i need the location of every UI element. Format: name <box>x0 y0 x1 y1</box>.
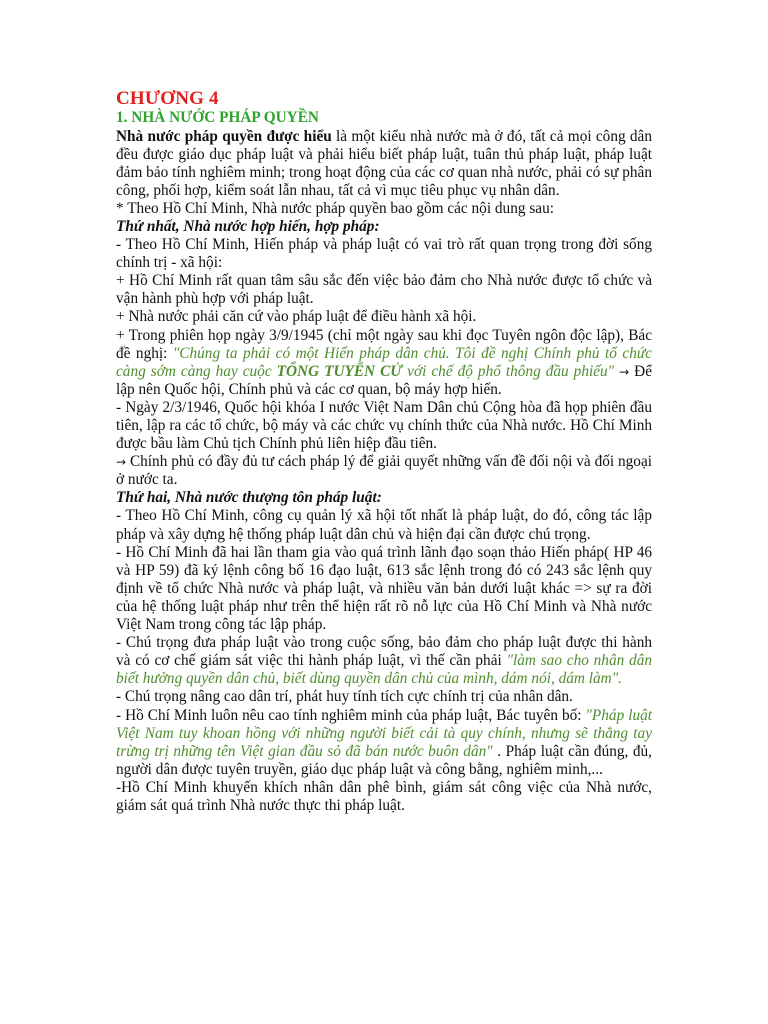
chapter-title: CHƯƠNG 4 <box>116 88 219 109</box>
legal-status-text: Chính phủ có đầy đủ tư cách pháp lý để giải quyết những vấn đề đối nội và đối ngoại ở nước ta. <box>116 453 652 489</box>
quote-constitution-part-a: "Chúng ta phải có một Hiến pháp dân chủ. Tôi đề nghị Chính phủ tổ chức càng sớm càng hay cuộc <box>116 344 652 380</box>
paragraph-education: - Chú trọng nâng cao dân trí, phát huy tính tích cực chính trị của nhân dân. <box>116 688 573 706</box>
paragraph-law-as-tool: - Theo Hồ Chí Minh, công cụ quản lý xã hội tốt nhất là pháp luật, do đó, công tác lập pháp và xây dựng hệ thống pháp luật dân chủ và hiện đại cần được chú trọng. <box>116 507 652 543</box>
paragraph-strictness <box>116 707 652 779</box>
paragraph-legal-status <box>116 453 652 489</box>
strictness-lead: - Hồ Chí Minh luôn nêu cao tính nghiêm minh của pháp luật, Bác tuyên bố: <box>116 706 586 724</box>
quote-election-emphasis: TỔNG TUYỂN CỬ <box>276 362 403 380</box>
quote-constitution-part-b: với chế độ phổ thông đầu phiếu" <box>402 362 615 380</box>
paragraph-govern-by-law: + Nhà nước phải căn cứ vào pháp luật để điều hành xã hội. <box>116 308 477 326</box>
paragraph-supervision: -Hồ Chí Minh khuyến khích nhân dân phê bình, giám sát công việc của Nhà nước, giám sát quá trình Nhà nước thực thi pháp luật. <box>116 778 652 814</box>
paragraph-constitution-drafting: - Hồ Chí Minh đã hai lần tham gia vào quá trình lãnh đạo soạn thảo Hiến pháp( HP 46 và HP 59) đã ký lệnh công bố 16 đạo luật, 613 sắc lệnh trong đó có 243 sắc lệnh quy định về tổ chức Nhà nước và pháp luật, và nhiều văn bản dưới luật khác => sự ra đời của hệ thống luật pháp như trên thể hiện rất rõ nỗ lực của Hồ Chí Minh và Nhà nước Việt Nam trong công tác lập pháp. <box>116 543 652 634</box>
right-arrow-icon: → <box>116 455 127 470</box>
meeting-1945-lead: + Trong phiên họp ngày 3/9/1945 (chỉ một ngày sau khi đọc Tuyên ngôn độc lập), Bác đề nghị: <box>116 326 652 362</box>
intro-text: là một kiểu nhà nước mà ở đó, tất cả mọi công dân đều được giáo dục pháp luật và phải hiểu biết pháp luật, tuân thủ pháp luật, pháp luật đảm bảo tính nghiêm minh; trong hoạt động của các cơ quan nhà nước, phải có sự phân công, phối hợp, kiểm soát lẫn nhau, tất cả vì mục tiêu phục vụ nhân dân. <box>116 127 652 199</box>
quote-democracy: "làm sao cho nhân dân biết hưởng quyền dân chủ, biết dùng quyền dân chủ của mình, dám nói, dám làm". <box>116 652 653 688</box>
quote-vietnamese-law: "Pháp luật Việt Nam tuy khoan hồng với những người biết cải tà quy chính, nhưng sẽ thẳng tay trừng trị những tên Việt gian đầu sỏ đã bán nước buôn dân" <box>116 706 652 760</box>
content-list-intro: * Theo Hồ Chí Minh, Nhà nước pháp quyền bao gồm các nội dung sau: <box>116 199 554 217</box>
section-title: 1. NHÀ NƯỚC PHÁP QUYỀN <box>116 109 319 126</box>
heading-second: Thứ hai, Nhà nước thượng tôn pháp luật: <box>116 489 382 507</box>
intro-term: Nhà nước pháp quyền được hiểu <box>116 127 332 145</box>
document-body <box>116 88 652 815</box>
heading-first: Thứ nhất, Nhà nước hợp hiến, hợp pháp: <box>116 217 380 235</box>
right-arrow-icon: → <box>619 364 630 379</box>
paragraph-law-into-life <box>116 634 652 688</box>
paragraph-constitution-role: - Theo Hồ Chí Minh, Hiến pháp và pháp luật có vai trò rất quan trọng trong đời sống chính trị - xã hội: <box>116 236 652 272</box>
intro-paragraph <box>116 128 652 200</box>
paragraph-meeting-1945 <box>116 327 652 399</box>
meeting-1945-tail: Để lập nên Quốc hội, Chính phủ và các cơ quan, bộ máy hợp hiến. <box>116 362 652 398</box>
paragraph-national-assembly-1946: - Ngày 2/3/1946, Quốc hội khóa I nước Việt Nam Dân chủ Cộng hòa đã họp phiên đầu tiên, lập ra các tổ chức, bộ máy và các chức vụ chính thức của Nhà nước. Hồ Chí Minh được bầu làm Chủ tịch Chính phủ liên hiệp đầu tiên. <box>116 398 652 453</box>
quote-constitution <box>116 345 652 380</box>
law-into-life-lead: - Chú trọng đưa pháp luật vào trong cuộc sống, bảo đảm cho pháp luật được thi hành và có cơ chế giám sát việc thi hành pháp luật, vì thế cần phải <box>116 634 652 670</box>
paragraph-state-organization: + Hồ Chí Minh rất quan tâm sâu sắc đến việc bảo đảm cho Nhà nước được tổ chức và vận hành phù hợp với pháp luật. <box>116 272 652 308</box>
strictness-tail: . Pháp luật cần đúng, đủ, người dân được tuyên truyền, giáo dục pháp luật và công bằng, nghiêm minh,... <box>116 742 652 778</box>
